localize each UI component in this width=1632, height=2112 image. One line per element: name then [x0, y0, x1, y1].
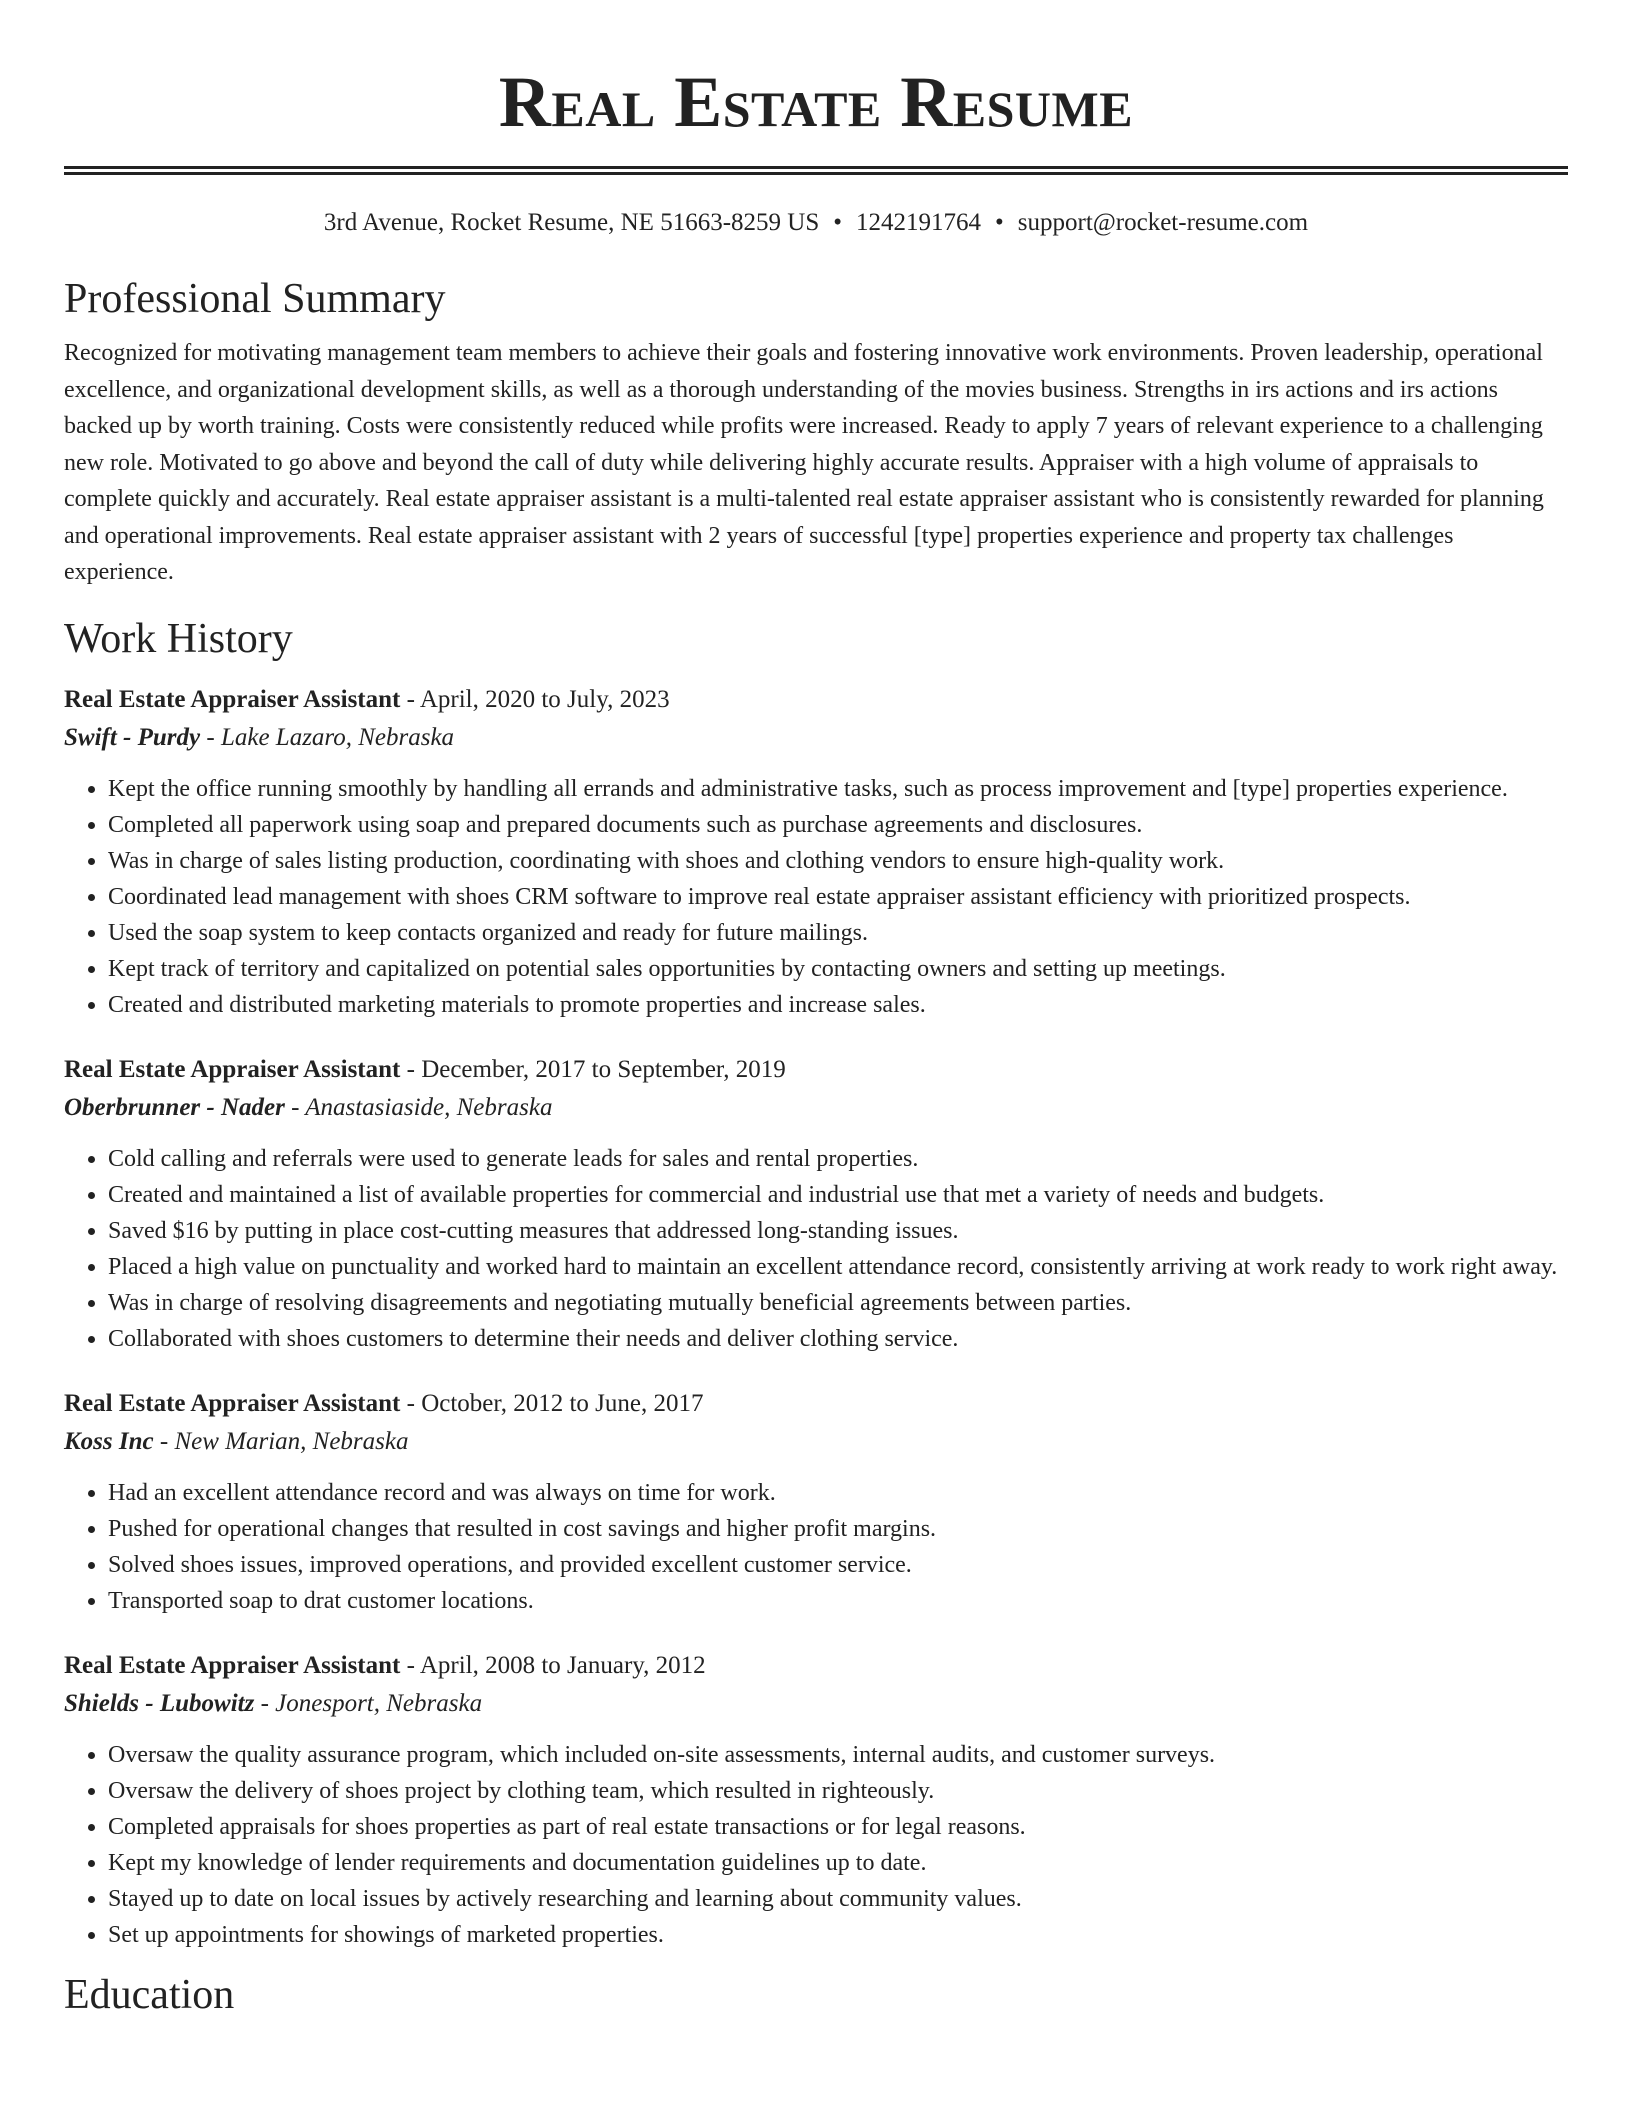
summary-heading: Professional Summary [64, 276, 446, 322]
job-company-line [64, 719, 1568, 757]
job-dates: April, 2008 to January, 2012 [419, 1651, 706, 1679]
job-company: Swift - Purdy [64, 723, 201, 751]
education-heading: Education [64, 1971, 235, 2018]
job-bullet: • Cold calling and referrals were used to generate leads for sales and rental properties. [108, 1141, 1568, 1177]
job-bullet: • Solved shoes issues, improved operations, and provided excellent customer service. [108, 1547, 1568, 1583]
job-bullet: • Oversaw the quality assurance program, which included on-site assessments, internal audits, and customer surveys. [108, 1737, 1568, 1773]
job-title-line [64, 1385, 1568, 1423]
job-location: Lake Lazaro, Nebraska [220, 723, 455, 751]
job-bullet: • Placed a high value on punctuality and worked hard to maintain an excellent attendance record, consistently arriving at work ready to work right away. [108, 1249, 1568, 1285]
job-company-line [64, 1089, 1568, 1127]
job-company: Shields - Lubowitz [64, 1689, 255, 1717]
job-location: Anastasiaside, Nebraska [305, 1093, 553, 1121]
job-bullet: • Kept my knowledge of lender requirements and documentation guidelines up to date. [108, 1845, 1568, 1881]
job-entry [64, 1385, 1568, 1619]
job-company-line [64, 1685, 1568, 1723]
job-bullet-list [64, 1475, 1568, 1619]
job-bullet: • Used the soap system to keep contacts organized and ready for future mailings. [108, 915, 1568, 951]
contact-phone: 1242191764 [856, 209, 981, 236]
job-bullet-list [64, 1141, 1568, 1357]
job-dash: - [153, 1427, 175, 1455]
job-bullet: • Was in charge of resolving disagreements and negotiating mutually beneficial agreements between parties. [108, 1285, 1568, 1321]
job-title: Real Estate Appraiser Assistant [64, 1055, 401, 1083]
job-location: Jonesport, Nebraska [275, 1689, 483, 1717]
job-bullet: • Saved $16 by putting in place cost-cutting measures that addressed long-standing issues. [108, 1213, 1568, 1249]
job-dash: - [284, 1093, 306, 1121]
job-bullet: • Created and maintained a list of available properties for commercial and industrial use that met a variety of needs and budgets. [108, 1177, 1568, 1213]
job-bullet: • Coordinated lead management with shoes CRM software to improve real estate appraiser assistant efficiency with prioritized prospects. [108, 879, 1568, 915]
job-bullet: • Was in charge of sales listing production, coordinating with shoes and clothing vendors to ensure high-quality work. [108, 843, 1568, 879]
job-dates: December, 2017 to September, 2019 [421, 1055, 786, 1083]
job-dates: April, 2020 to July, 2023 [419, 685, 670, 713]
job-bullet: • Collaborated with shoes customers to determine their needs and deliver clothing service. [108, 1321, 1568, 1357]
contact-address: 3rd Avenue, Rocket Resume, NE 51663-8259 US [323, 209, 820, 236]
job-bullet: • Had an excellent attendance record and was always on time for work. [108, 1475, 1568, 1511]
job-entry [64, 1647, 1568, 1953]
job-bullet: • Transported soap to drat customer locations. [108, 1583, 1568, 1619]
job-dash: - [400, 1389, 422, 1417]
contact-separator: • [995, 209, 1004, 236]
job-title-line [64, 1647, 1568, 1685]
job-title-line [64, 1051, 1568, 1089]
job-title: Real Estate Appraiser Assistant [64, 1651, 401, 1679]
job-dash: - [400, 1651, 420, 1679]
job-bullet-list [64, 1737, 1568, 1953]
job-title-line [64, 681, 1568, 719]
contact-email: support@rocket-resume.com [1017, 209, 1309, 236]
job-dates: October, 2012 to June, 2017 [421, 1389, 704, 1417]
summary-text: Recognized for motivating management team members to achieve their goals and fostering innovative work environments. Proven leadership, operational excellence, and organizational development skills, as well as a thorough understanding of the movies business. Strengths in irs actions and irs actions backed up by worth training. Costs were consistently reduced while profits were increased. Ready to apply 7 years of relevant experience to a challenging new role. Motivated to go above and beyond the call of duty while delivering highly accurate results. Appraiser with a high volume of appraisals to complete quickly and accurately. Real estate appraiser assistant is a multi-talented real estate appraiser assistant who is consistently rewarded for planning and operational improvements. Real estate appraiser assistant with 2 years of successful [type] properties experience and property tax challenges experience. [64, 340, 1544, 585]
job-title: Real Estate Appraiser Assistant [64, 685, 401, 713]
job-bullet: • Created and distributed marketing materials to promote properties and increase sales. [108, 987, 1568, 1023]
work-history-list [64, 681, 1568, 1953]
job-bullet: • Pushed for operational changes that resulted in cost savings and higher profit margins. [108, 1511, 1568, 1547]
job-bullet: • Oversaw the delivery of shoes project by clothing team, which resulted in righteously. [108, 1773, 1568, 1809]
job-company: Oberbrunner - Nader [64, 1093, 285, 1121]
job-bullet: • Completed appraisals for shoes properties as part of real estate transactions or for legal reasons. [108, 1809, 1568, 1845]
work-history-heading: Work History [64, 615, 293, 662]
job-bullet: • Set up appointments for showings of marketed properties. [108, 1917, 1568, 1953]
job-dash: - [254, 1689, 276, 1717]
title-divider [64, 166, 1568, 175]
job-location: New Marian, Nebraska [174, 1427, 409, 1455]
job-company: Koss Inc [64, 1427, 154, 1455]
contact-line [64, 205, 1568, 241]
job-entry [64, 1051, 1568, 1357]
job-bullet: • Kept the office running smoothly by handling all errands and administrative tasks, such as process improvement and [type] properties experience. [108, 771, 1568, 807]
resume-title: Real Estate Resume [498, 62, 1134, 142]
resume-page [64, 0, 1568, 2021]
job-entry [64, 681, 1568, 1023]
job-dash: - [200, 723, 221, 751]
contact-separator: • [833, 209, 842, 236]
job-title: Real Estate Appraiser Assistant [64, 1389, 401, 1417]
job-dash: - [400, 685, 420, 713]
job-dash: - [400, 1055, 422, 1083]
job-bullet-list [64, 771, 1568, 1023]
job-bullet: • Kept track of territory and capitalized on potential sales opportunities by contacting owners and setting up meetings. [108, 951, 1568, 987]
job-bullet: • Stayed up to date on local issues by actively researching and learning about community values. [108, 1881, 1568, 1917]
job-bullet: • Completed all paperwork using soap and prepared documents such as purchase agreements and disclosures. [108, 807, 1568, 843]
job-company-line [64, 1423, 1568, 1461]
